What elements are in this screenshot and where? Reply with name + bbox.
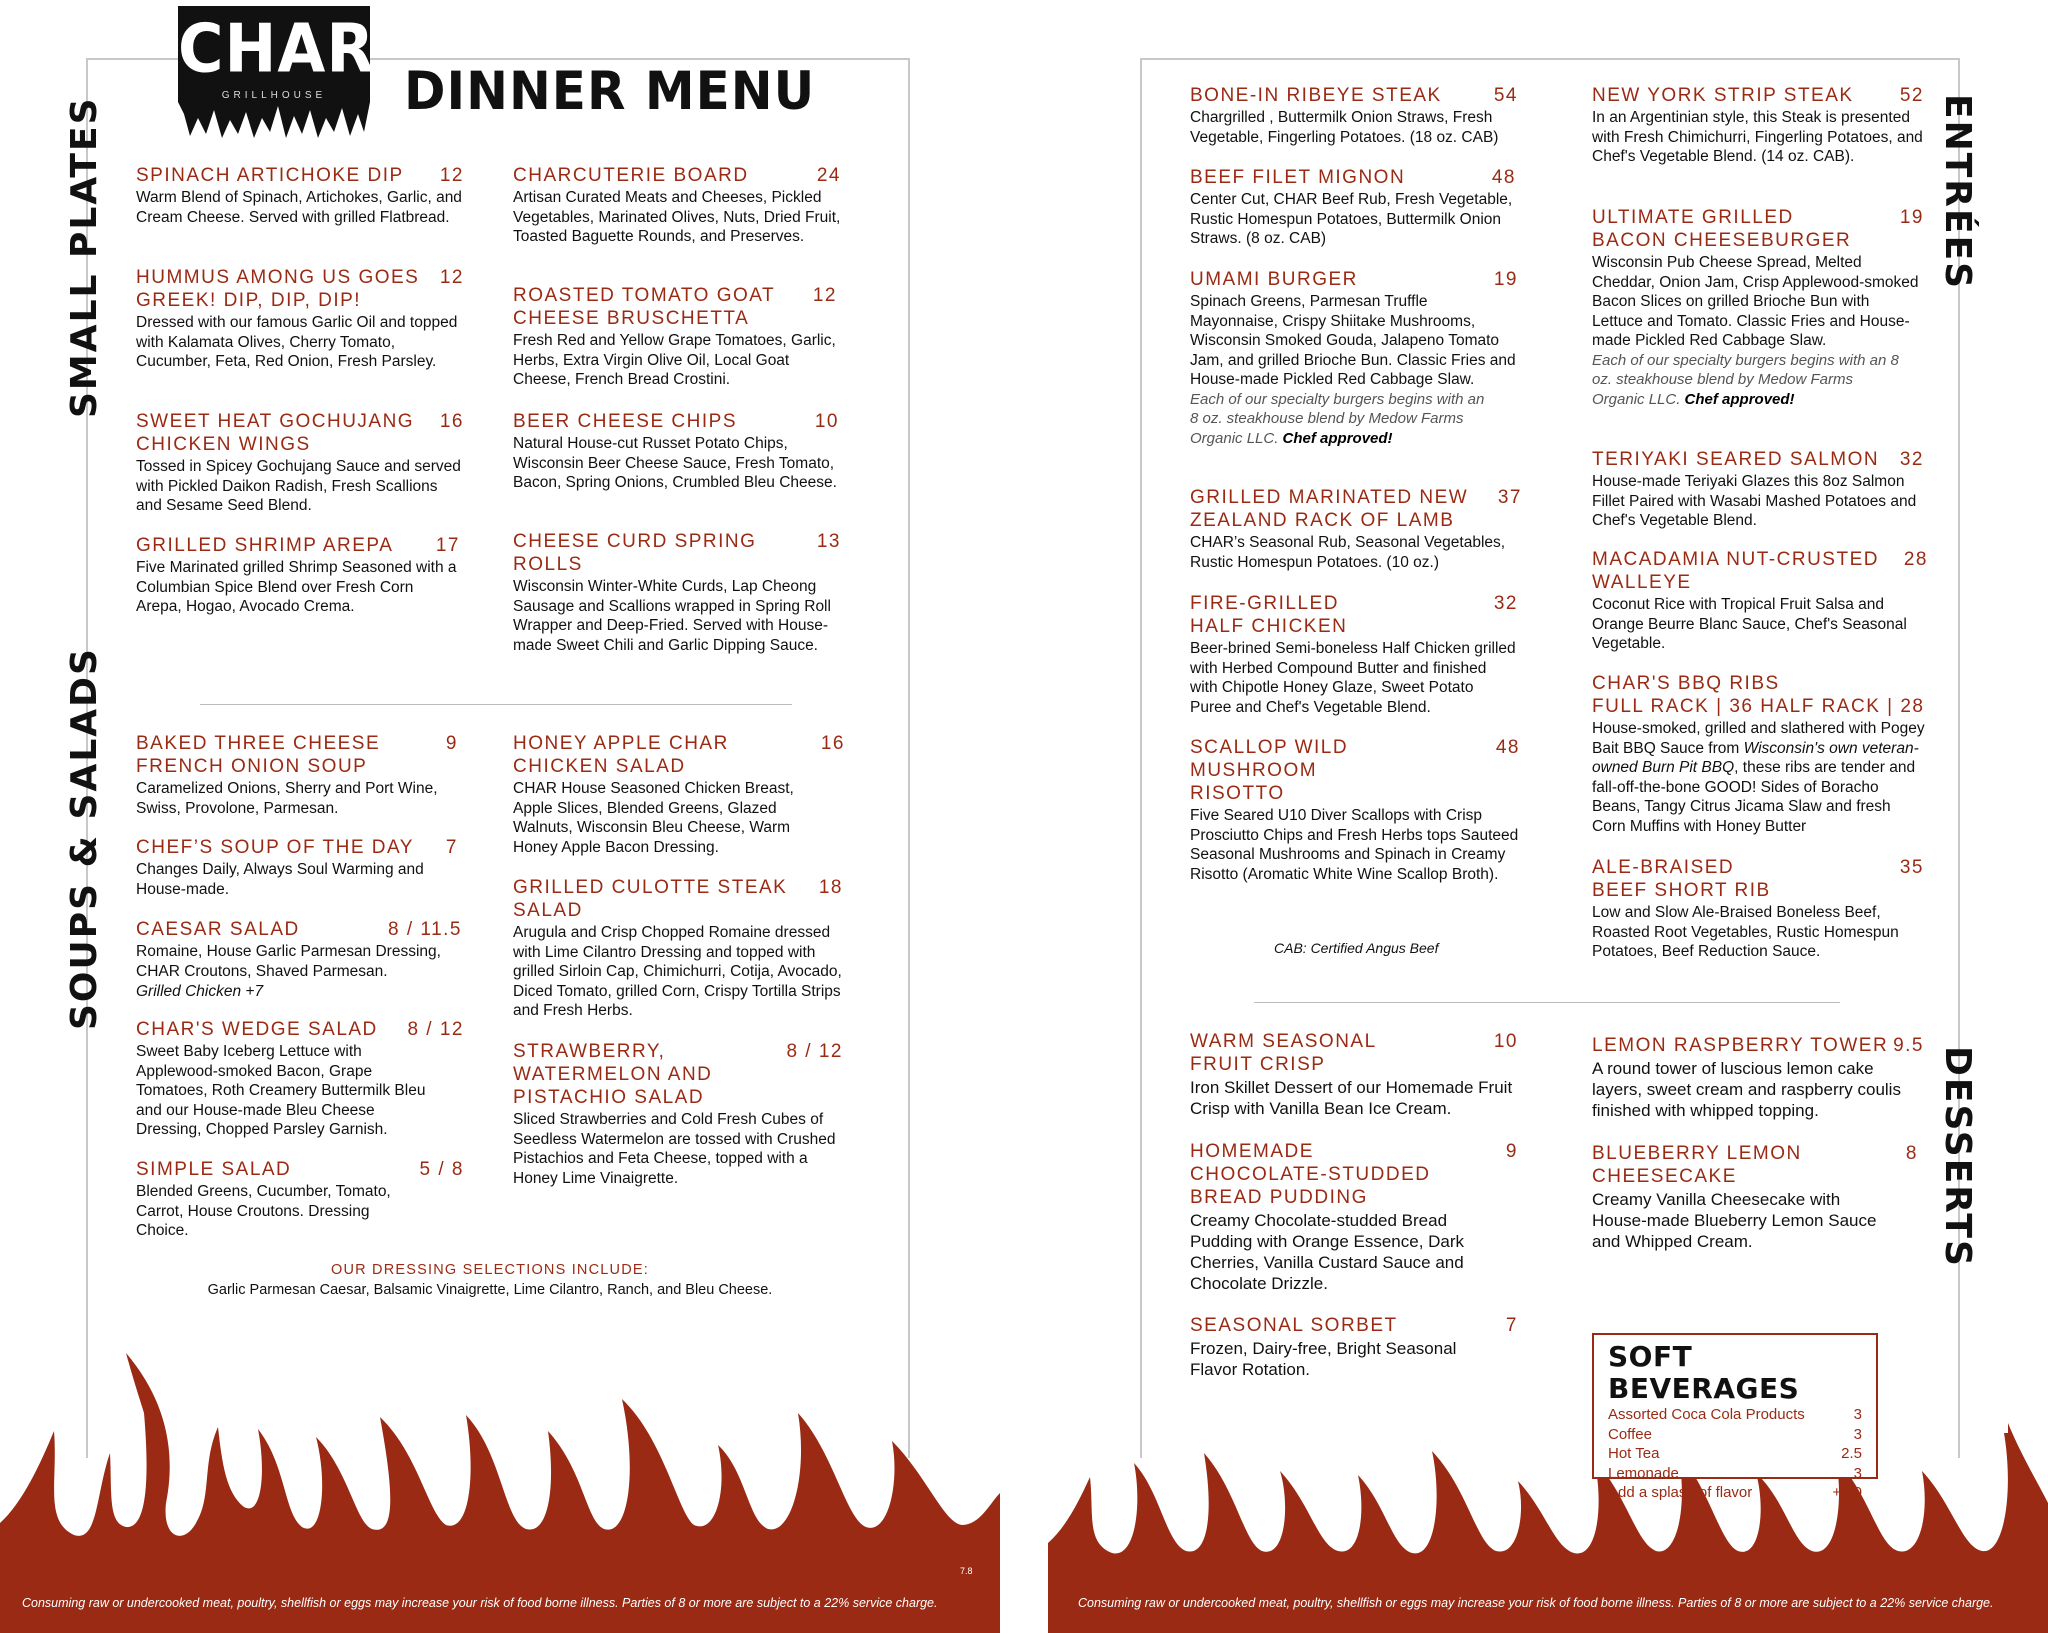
item-description: Low and Slow Ale-Braised Boneless Beef, Roasted Root Vegetables, Rustic Homespun Potatoes, Beef Reduction Sauce. [1592,904,1899,960]
menu-item [1190,268,1518,448]
dressing-list: Garlic Parmesan Caesar, Balsamic Vinaigrette, Lime Cilantro, Ranch, and Bleu Cheese. [207,1282,773,1298]
item-description: Beer-brined Semi-boneless Half Chicken grilled with Herbed Compound Butter and finished with Chipotle Honey Glaze, Sweet Potato Puree and Chef's Vegetable Blend. [1190,640,1516,716]
section-title-soups-salads: SOUPS & SALADS [64,647,105,1030]
item-description: Fresh Red and Yellow Grape Tomatoes, Garlic, Herbs, Extra Virgin Olive Oil, Local Goat Cheese, French Bread Crostini. [513,332,836,388]
item-description: Natural House-cut Russet Potato Chips, Wisconsin Beer Cheese Sauce, Fresh Tomato, Bacon, Spring Onions, Crumbled Bleu Cheese. [513,435,837,491]
item-price: 35 [1899,857,1924,878]
item-name: CAESAR SALAD [136,919,300,940]
item-description: Caramelized Onions, Sherry and Port Wine, Swiss, Provolone, Parmesan. [136,780,438,817]
item-name: TERIYAKI SEARED SALMON [1592,449,1880,470]
item-name: BLUEBERRY LEMON CHEESECAKE [1592,1143,1802,1187]
item-name: MACADAMIA NUT-CRUSTED WALLEYE [1592,549,1879,593]
item-name: CHARCUTERIE BOARD [513,165,749,186]
item-price: 17 [435,535,460,556]
item-name: BEEF FILET MIGNON [1190,167,1406,188]
item-price: 9 [1505,1141,1518,1162]
logo-flame-icon [178,102,370,148]
menu-item [513,530,841,655]
item-description: Creamy Chocolate-studded Bread Pudding with Orange Essence, Dark Cherries, Vanilla Custard Sauce and Chocolate Drizzle. [1190,1211,1465,1293]
beverage-price: 3 [1853,1425,1862,1443]
logo-wordmark: CHAR [178,9,376,88]
item-price: 32 [1899,449,1924,470]
cab-note: CAB: Certified Angus Beef [1274,940,1439,956]
item-price: 16 [820,733,845,754]
menu-item [136,410,464,516]
menu-item [136,534,460,617]
menu-item [1592,1142,1918,1252]
item-description: A round tower of luscious lemon cake layers, sweet cream and raspberry coulis finished with whipped topping. [1592,1059,1901,1120]
beverage-row [1608,1444,1862,1464]
item-name: HUMMUS AMONG US GOES GREEK! DIP, DIP, DIP! [136,267,420,311]
item-name: SPINACH ARTICHOKE DIP [136,165,404,186]
item-name: SEASONAL SORBET [1190,1315,1398,1336]
item-description: Sweet Baby Iceberg Lettuce with Applewood-smoked Bacon, Grape Tomatoes, Roth Creamery Buttermilk Bleu and our House-made Bleu Cheese Dressing, Chopped Parsley Garnish. [136,1043,426,1138]
item-price: 37 [1497,487,1522,508]
menu-item [1592,856,1924,962]
left-menu-page [0,0,1000,1633]
item-price: 16 [439,411,464,432]
menu-item [513,284,837,390]
item-price: 8 / 11.5 [388,919,462,940]
item-name: UMAMI BURGER [1190,269,1358,290]
item-description: Wisconsin Pub Cheese Spread, Melted Cheddar, Onion Jam, Crisp Applewood-smoked Bacon Slices on grilled Brioche Bun with Lettuce and Tomato. Classic Fries and House-made Pickled Red Cabbage Slaw. [1592,254,1919,349]
menu-item [136,164,464,227]
item-price: 10 [814,411,839,432]
item-price: 7 [445,837,458,858]
item-price: 12 [439,165,464,186]
item-price: 12 [812,285,837,306]
footer-disclaimer: Consuming raw or undercooked meat, poultry, shellfish or eggs may increase your risk of food borne illness. Parties of 8 or more are subject to a 22% service charge. [22,1596,938,1610]
item-price: 12 [439,267,464,288]
item-price: 54 [1493,85,1518,106]
item-description: Center Cut, CHAR Beef Rub, Fresh Vegetable, Rustic Homespun Potatoes, Buttermilk Onion Straws. (8 oz. CAB) [1190,191,1513,247]
page-code: 7.8 [960,1566,973,1576]
item-name: LEMON RASPBERRY TOWER [1592,1035,1889,1056]
item-description: Warm Blend of Spinach, Artichokes, Garlic, and Cream Cheese. Served with grilled Flatbread. [136,189,462,226]
beverage-name: Add a splash of flavor [1608,1484,1753,1501]
item-price: 18 [818,877,843,898]
menu-item [1592,448,1924,531]
item-description: Creamy Vanilla Cheesecake with House-made Blueberry Lemon Sauce and Whipped Cream. [1592,1190,1877,1251]
item-name: CHAR'S BBQ RIBS [1592,673,1780,694]
item-price: 8 / 12 [786,1041,843,1062]
item-description: Arugula and Crisp Chopped Romaine dressed with Lime Cilantro Dressing and topped with grilled Sirloin Cap, Chimichurri, Cotija, Avocado, Diced Tomato, grilled Corn, Crispy Tortilla Strips and Fresh Herbs. [513,924,842,1019]
beverage-row [1608,1483,1862,1503]
menu-item [513,410,839,493]
beverage-row [1608,1464,1862,1484]
item-price: 13 [816,531,841,552]
menu-item [1592,548,1928,654]
item-name: BAKED THREE CHEESE FRENCH ONION SOUP [136,733,381,777]
menu-item [136,836,458,899]
menu-item [136,918,462,1002]
menu-item [513,876,843,1021]
item-name: ULTIMATE GRILLED BACON CHEESEBURGER [1592,207,1852,251]
item-description: Blended Greens, Cucumber, Tomato, Carrot, House Croutons. Dressing Choice. [136,1183,391,1239]
beverage-price: 3 [1853,1406,1862,1423]
beverage-price: 3 [1853,1464,1862,1482]
menu-title: DINNER MENU [404,60,816,122]
item-name: FIRE-GRILLED HALF CHICKEN [1190,593,1348,637]
item-description: House-smoked, grilled and slathered with Pogey Bait BBQ Sauce from Wisconsin's own veteran-owned Burn Pit BBQ, these ribs are tender and fall-off-the-bone GOOD! Sides of Boracho Beans, Tangy Citrus Jicama Slaw and fresh Corn Muffins with Honey Butter [1592,720,1925,835]
section-divider [1254,1002,1840,1003]
menu-item [1592,84,1924,167]
menu-item [513,732,845,857]
item-name: GRILLED MARINATED NEW ZEALAND RACK OF LAMB [1190,487,1469,531]
menu-item [1592,1034,1924,1121]
item-name: GRILLED SHRIMP AREPA [136,535,394,556]
item-description: In an Argentinian style, this Steak is presented with Fresh Chimichurri, Fingerling Potatoes, and Chef's Vegetable Blend. (14 oz. CAB). [1592,109,1923,165]
beverage-name: Assorted Coca Cola Products [1608,1406,1805,1423]
menu-item [1592,672,1926,836]
item-name-secondary: FULL RACK | 36 HALF RACK | 28 [1592,696,1925,717]
flames-graphic [0,1353,1000,1633]
item-description: Dressed with our famous Garlic Oil and topped with Kalamata Olives, Cherry Tomato, Cucumber, Feta, Red Onion, Fresh Parsley. [136,314,458,370]
beverage-name: Coffee [1608,1425,1652,1443]
logo-subtitle: GRILLHOUSE [221,90,327,101]
item-name: ALE-BRAISED BEEF SHORT RIB [1592,857,1771,901]
item-description: Chargrilled , Buttermilk Onion Straws, Fresh Vegetable, Fingerling Potatoes. (18 oz. CAB) [1190,109,1499,146]
item-name: SWEET HEAT GOCHUJANG CHICKEN WINGS [136,411,415,455]
beverage-row [1608,1405,1862,1425]
menu-item [1190,736,1520,884]
menu-item [1190,1314,1518,1380]
menu-item [513,1040,843,1188]
item-price: 28 [1903,549,1928,570]
section-divider [200,704,792,705]
char-logo [178,6,376,146]
item-price: 9.5 [1893,1035,1924,1056]
menu-item [1592,206,1924,409]
right-menu-page [1048,0,2048,1633]
soft-beverages-box [1592,1333,1878,1501]
item-description: Spinach Greens, Parmesan Truffle Mayonnaise, Crispy Shiitake Mushrooms, Wisconsin Smoked Gouda, Jalapeno Tomato Jam, and grilled Brioche Bun. Classic Fries and House-made Pickled Red Cabbage Slaw. [1190,293,1516,388]
item-description: Frozen, Dairy-free, Bright Seasonal Flavor Rotation. [1190,1339,1457,1379]
menu-item [513,164,841,247]
item-description: CHAR’s Seasonal Rub, Seasonal Vegetables, Rustic Homespun Potatoes. (10 oz.) [1190,534,1506,571]
item-price: 24 [816,165,841,186]
item-name: STRAWBERRY, WATERMELON AND PISTACHIO SALAD [513,1041,713,1108]
item-name: CHAR'S WEDGE SALAD [136,1019,378,1040]
item-name: ROASTED TOMATO GOAT CHEESE BRUSCHETTA [513,285,775,329]
item-price: 52 [1899,85,1924,106]
item-description: Sliced Strawberries and Cold Fresh Cubes of Seedless Watermelon are tossed with Crushed Pistachios and Feta Cheese, topped with a Honey Lime Vinaigrette. [513,1111,836,1187]
item-description: Five Seared U10 Diver Scallops with Crisp Prosciutto Chips and Fresh Herbs tops Sauteed Seasonal Mushrooms and Spinach in Creamy Risotto (Aromatic White Wine Scallop Broth). [1190,807,1519,883]
item-description: Coconut Rice with Tropical Fruit Salsa and Orange Beurre Blanc Sauce, Chef's Seasonal Vegetable. [1592,596,1907,652]
menu-item [136,266,464,372]
item-name: CHEF’S SOUP OF THE DAY [136,837,414,858]
item-price: 32 [1493,593,1518,614]
item-description: Iron Skillet Dessert of our Homemade Fruit Crisp with Vanilla Bean Ice Cream. [1190,1078,1513,1118]
item-price: 48 [1491,167,1516,188]
item-description: Wisconsin Winter-White Curds, Lap Cheong Sausage and Scallions wrapped in Spring Roll Wrapper and Deep-Fried. Served with House-made Sweet Chili and Garlic Dipping Sauce. [513,578,831,654]
item-description: Changes Daily, Always Soul Warming and House-made. [136,861,424,898]
item-price: 5 / 8 [419,1159,464,1180]
item-description: CHAR House Seasoned Chicken Breast, Apple Slices, Blended Greens, Glazed Walnuts, Wisconsin Bleu Cheese, Warm Honey Apple Bacon Dressing. [513,780,794,856]
beverage-row [1608,1425,1862,1445]
item-name: BEER CHEESE CHIPS [513,411,737,432]
item-price: 7 [1505,1315,1518,1336]
beverages-title: SOFT BEVERAGES [1608,1340,1800,1405]
item-description: Artisan Curated Meats and Cheeses, Pickled Vegetables, Marinated Olives, Nuts, Dried Fruit, Toasted Baguette Rounds, and Preserves. [513,189,841,245]
menu-item [1190,1030,1518,1119]
section-title-desserts: DESSERTS [1937,1046,1978,1268]
item-note: Each of our specialty burgers begins with an 8 oz. steakhouse blend by Medow Farms Organic LLC. Chef approved! [1190,390,1485,447]
menu-item [136,1018,464,1140]
item-name: HONEY APPLE CHAR CHICKEN SALAD [513,733,729,777]
menu-item [1190,486,1522,572]
section-title-entrees: ENTRÉES [1937,94,1978,291]
item-name: NEW YORK STRIP STEAK [1592,85,1854,106]
menu-item [136,732,458,818]
item-description: Five Marinated grilled Shrimp Seasoned with a Columbian Spice Blend over Fresh Corn Arepa, Hogao, Avocado Crema. [136,559,457,615]
dressing-title: OUR DRESSING SELECTIONS INCLUDE: [331,1262,649,1278]
item-description: House-made Teriyaki Glazes this 8oz Salmon Fillet Paired with Wasabi Mashed Potatoes and Chef's Vegetable Blend. [1592,473,1917,529]
item-name: SCALLOP WILD MUSHROOM RISOTTO [1190,737,1349,804]
item-price: 10 [1493,1031,1518,1052]
item-description: Romaine, House Garlic Parmesan Dressing, CHAR Croutons, Shaved Parmesan. [136,943,441,980]
beverage-name: Lemonade [1608,1464,1679,1482]
item-price: 19 [1899,207,1924,228]
footer-disclaimer: Consuming raw or undercooked meat, poultry, shellfish or eggs may increase your risk of food borne illness. Parties of 8 or more are subject to a 22% service charge. [1078,1596,1994,1610]
item-addon: Grilled Chicken +7 [136,983,264,1000]
item-name: WARM SEASONAL FRUIT CRISP [1190,1031,1376,1075]
item-name: SIMPLE SALAD [136,1159,292,1180]
item-price: 9 [445,733,458,754]
menu-item [1190,166,1516,249]
item-note: Each of our specialty burgers begins with an 8 oz. steakhouse blend by Medow Farms Organic LLC. Chef approved! [1592,351,1899,408]
beverage-name: Hot Tea [1608,1445,1660,1462]
item-name: GRILLED CULOTTE STEAK SALAD [513,877,788,921]
item-name: CHEESE CURD SPRING ROLLS [513,531,757,575]
menu-item [136,1158,464,1241]
item-price: 8 / 12 [407,1019,464,1040]
item-price: 48 [1495,737,1520,758]
item-price: 19 [1493,269,1518,290]
menu-item [1190,84,1518,147]
section-title-small-plates: SMALL PLATES [64,96,105,418]
item-name: HOMEMADE CHOCOLATE-STUDDED BREAD PUDDING [1190,1141,1431,1208]
beverage-price: +.50 [1832,1484,1862,1501]
item-description: Tossed in Spicey Gochujang Sauce and served with Pickled Daikon Radish, Fresh Scallions and Sesame Seed Blend. [136,458,461,514]
menu-item [1190,592,1518,717]
item-name: BONE-IN RIBEYE STEAK [1190,85,1442,106]
menu-item [1190,1140,1518,1294]
item-price: 8 [1905,1143,1918,1164]
beverage-price: 2.5 [1841,1445,1862,1462]
